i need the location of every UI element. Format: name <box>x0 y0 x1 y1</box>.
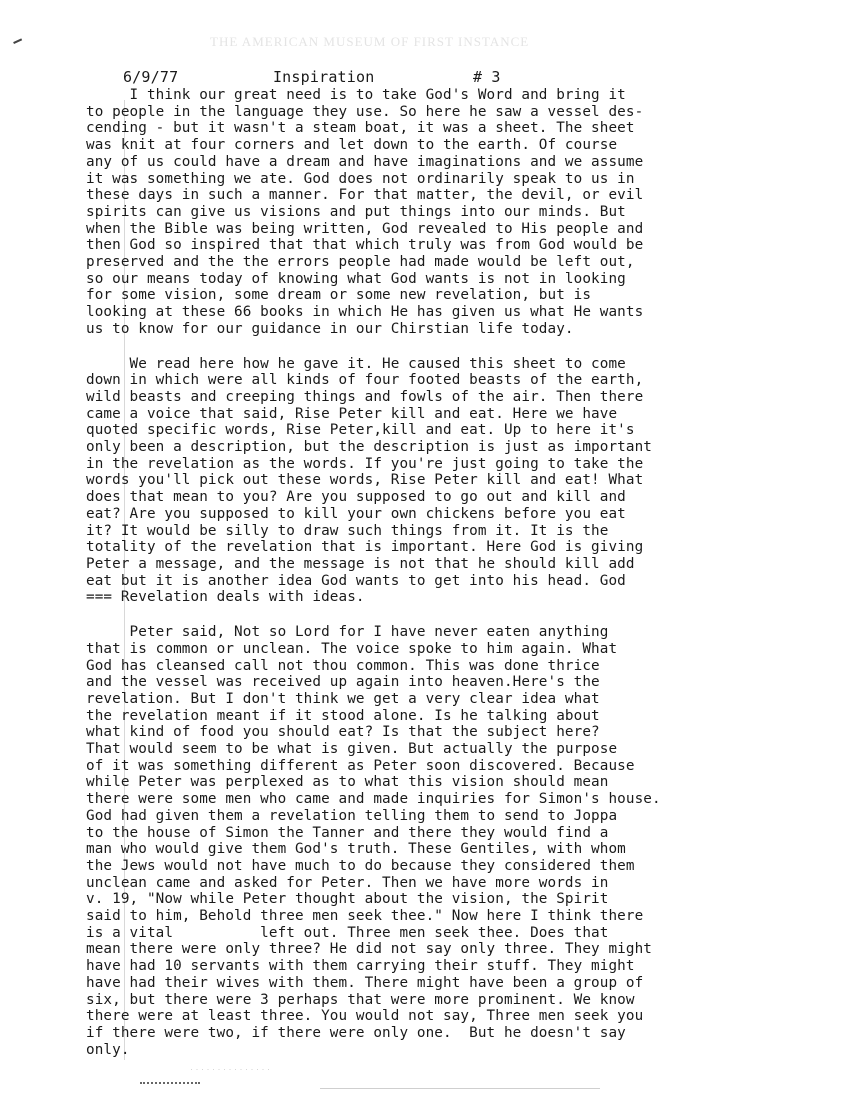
text-line: only. <box>86 1041 130 1058</box>
text-line: the Jews would not have much to do because they considered them <box>86 857 635 874</box>
text-line: does that mean to you? Are you supposed to go out and kill and <box>86 489 626 506</box>
text-line: to people in the language they use. So here he saw a vessel des- <box>86 103 644 120</box>
text-line: and the vessel was received up again into heaven.Here's the <box>86 674 600 691</box>
text-line: was knit at four corners and let down to the earth. Of course <box>86 137 618 154</box>
text-line: if there were two, if there were only one. But he doesn't say <box>86 1024 626 1041</box>
margin-tick-mark <box>13 38 24 47</box>
text-line: have had their wives with them. There might have been a group of <box>86 974 644 991</box>
text-line: Peter a message, and the message is not that he should kill add <box>86 555 635 572</box>
faint-bottom-text: · · · · · · · · · · · · · · · <box>190 1064 270 1074</box>
faint-bleed-through-text: THE AMERICAN MUSEUM OF FIRST INSTANCE <box>210 34 530 49</box>
text-line: there were at least three. You would not say, Three men seek you <box>86 1008 644 1025</box>
text-line: what kind of food you should eat? Is that the subject here? <box>86 724 600 741</box>
text-line: quoted specific words, Rise Peter,kill and eat. Up to here it's <box>86 422 635 439</box>
text-line: preserved and the the errors people had made would be left out, <box>86 254 635 271</box>
text-line: words you'll pick out these words, Rise Peter kill and eat! What <box>86 472 644 489</box>
text-line: unclean came and asked for Peter. Then we have more words in <box>86 874 609 891</box>
text-line: only been a description, but the description is just as important <box>86 439 652 456</box>
text-line: I think our great need is to take God's Word and bring it <box>86 87 626 103</box>
text-line: eat? Are you supposed to kill your own chickens before you eat <box>86 505 626 522</box>
text-line: totality of the revelation that is important. Here God is giving <box>86 539 644 556</box>
text-line: came a voice that said, Rise Peter kill and eat. Here we have <box>86 405 618 422</box>
text-line: down in which were all kinds of four footed beasts of the earth, <box>86 372 644 389</box>
text-line: looking at these 66 books in which He has given us what He wants <box>86 304 644 321</box>
text-line: Peter said, Not so Lord for I have never eaten anything <box>86 624 609 641</box>
text-line: eat but it is another idea God wants to get into his head. God <box>86 572 626 589</box>
text-line: cending - but it wasn't a steam boat, it was a sheet. The sheet <box>86 120 635 137</box>
text-line: then God so inspired that that which truly was from God would be <box>86 237 644 254</box>
text-line: wild beasts and creeping things and fowls of the air. Then there <box>86 388 644 405</box>
text-line: to the house of Simon the Tanner and there they would find a <box>86 824 609 841</box>
text-line: === Revelation deals with ideas. <box>86 589 365 606</box>
text-line: That would seem to be what is given. But actually the purpose <box>86 741 618 758</box>
text-line: God has cleansed call not thou common. This was done thrice <box>86 657 600 674</box>
text-line: of it was something different as Peter soon discovered. Because <box>86 757 635 774</box>
text-line: six, but there were 3 perhaps that were more prominent. We know <box>86 991 635 1008</box>
text-line: while Peter was perplexed as to what this vision should mean <box>86 774 609 791</box>
text-line: these days in such a manner. For that matter, the devil, or evil <box>86 187 644 204</box>
body-text <box>86 87 776 1076</box>
footer-dots <box>140 1082 200 1088</box>
text-line: for some vision, some dream or some new revelation, but is <box>86 287 592 304</box>
text-line: that is common or unclean. The voice spoke to him again. What <box>86 640 618 657</box>
text-line: mean there were only three? He did not say only three. They might <box>86 941 652 958</box>
text-line: any of us could have a dream and have imaginations and we assume <box>86 153 644 170</box>
text-line: there were some men who came and made inquiries for Simon's house. <box>86 791 661 808</box>
text-line: us to know for our guidance in our Chirstian life today. <box>86 320 574 337</box>
header-number: # 3 <box>472 68 501 86</box>
footer-line <box>320 1088 600 1089</box>
text-line: spirits can give us visions and put things into our minds. But <box>86 203 626 220</box>
text-line: We read here how he gave it. He caused this sheet to come <box>86 355 626 372</box>
paragraph <box>86 87 776 338</box>
text-line: is a vital left out. Three men seek thee. Does that <box>86 924 609 941</box>
text-line: when the Bible was being written, God revealed to His people and <box>86 220 644 237</box>
paragraph <box>86 356 776 607</box>
header-title: Inspiration <box>272 68 375 86</box>
paragraph <box>86 624 776 1058</box>
text-line: so our means today of knowing what God wants is not in looking <box>86 270 626 287</box>
text-line: in the revelation as the words. If you're just going to take the <box>86 455 644 472</box>
text-line: said to him, Behold three men seek thee." Now here I think there <box>86 908 644 925</box>
text-line: the revelation meant if it stood alone. Is he talking about <box>86 707 600 724</box>
text-line: it was something we ate. God does not ordinarily speak to us in <box>86 170 635 187</box>
header-date: 6/9/77 <box>122 68 179 86</box>
text-line: have had 10 servants with them carrying their stuff. They might <box>86 958 635 975</box>
text-line: God had given them a revelation telling them to send to Joppa <box>86 807 618 824</box>
text-line: revelation. But I don't think we get a very clear idea what <box>86 690 600 707</box>
text-line: v. 19, "Now while Peter thought about the vision, the Spirit <box>86 891 609 908</box>
text-line: it? It would be silly to draw such things from it. It is the <box>86 522 609 539</box>
text-line: man who would give them God's truth. These Gentiles, with whom <box>86 841 626 858</box>
